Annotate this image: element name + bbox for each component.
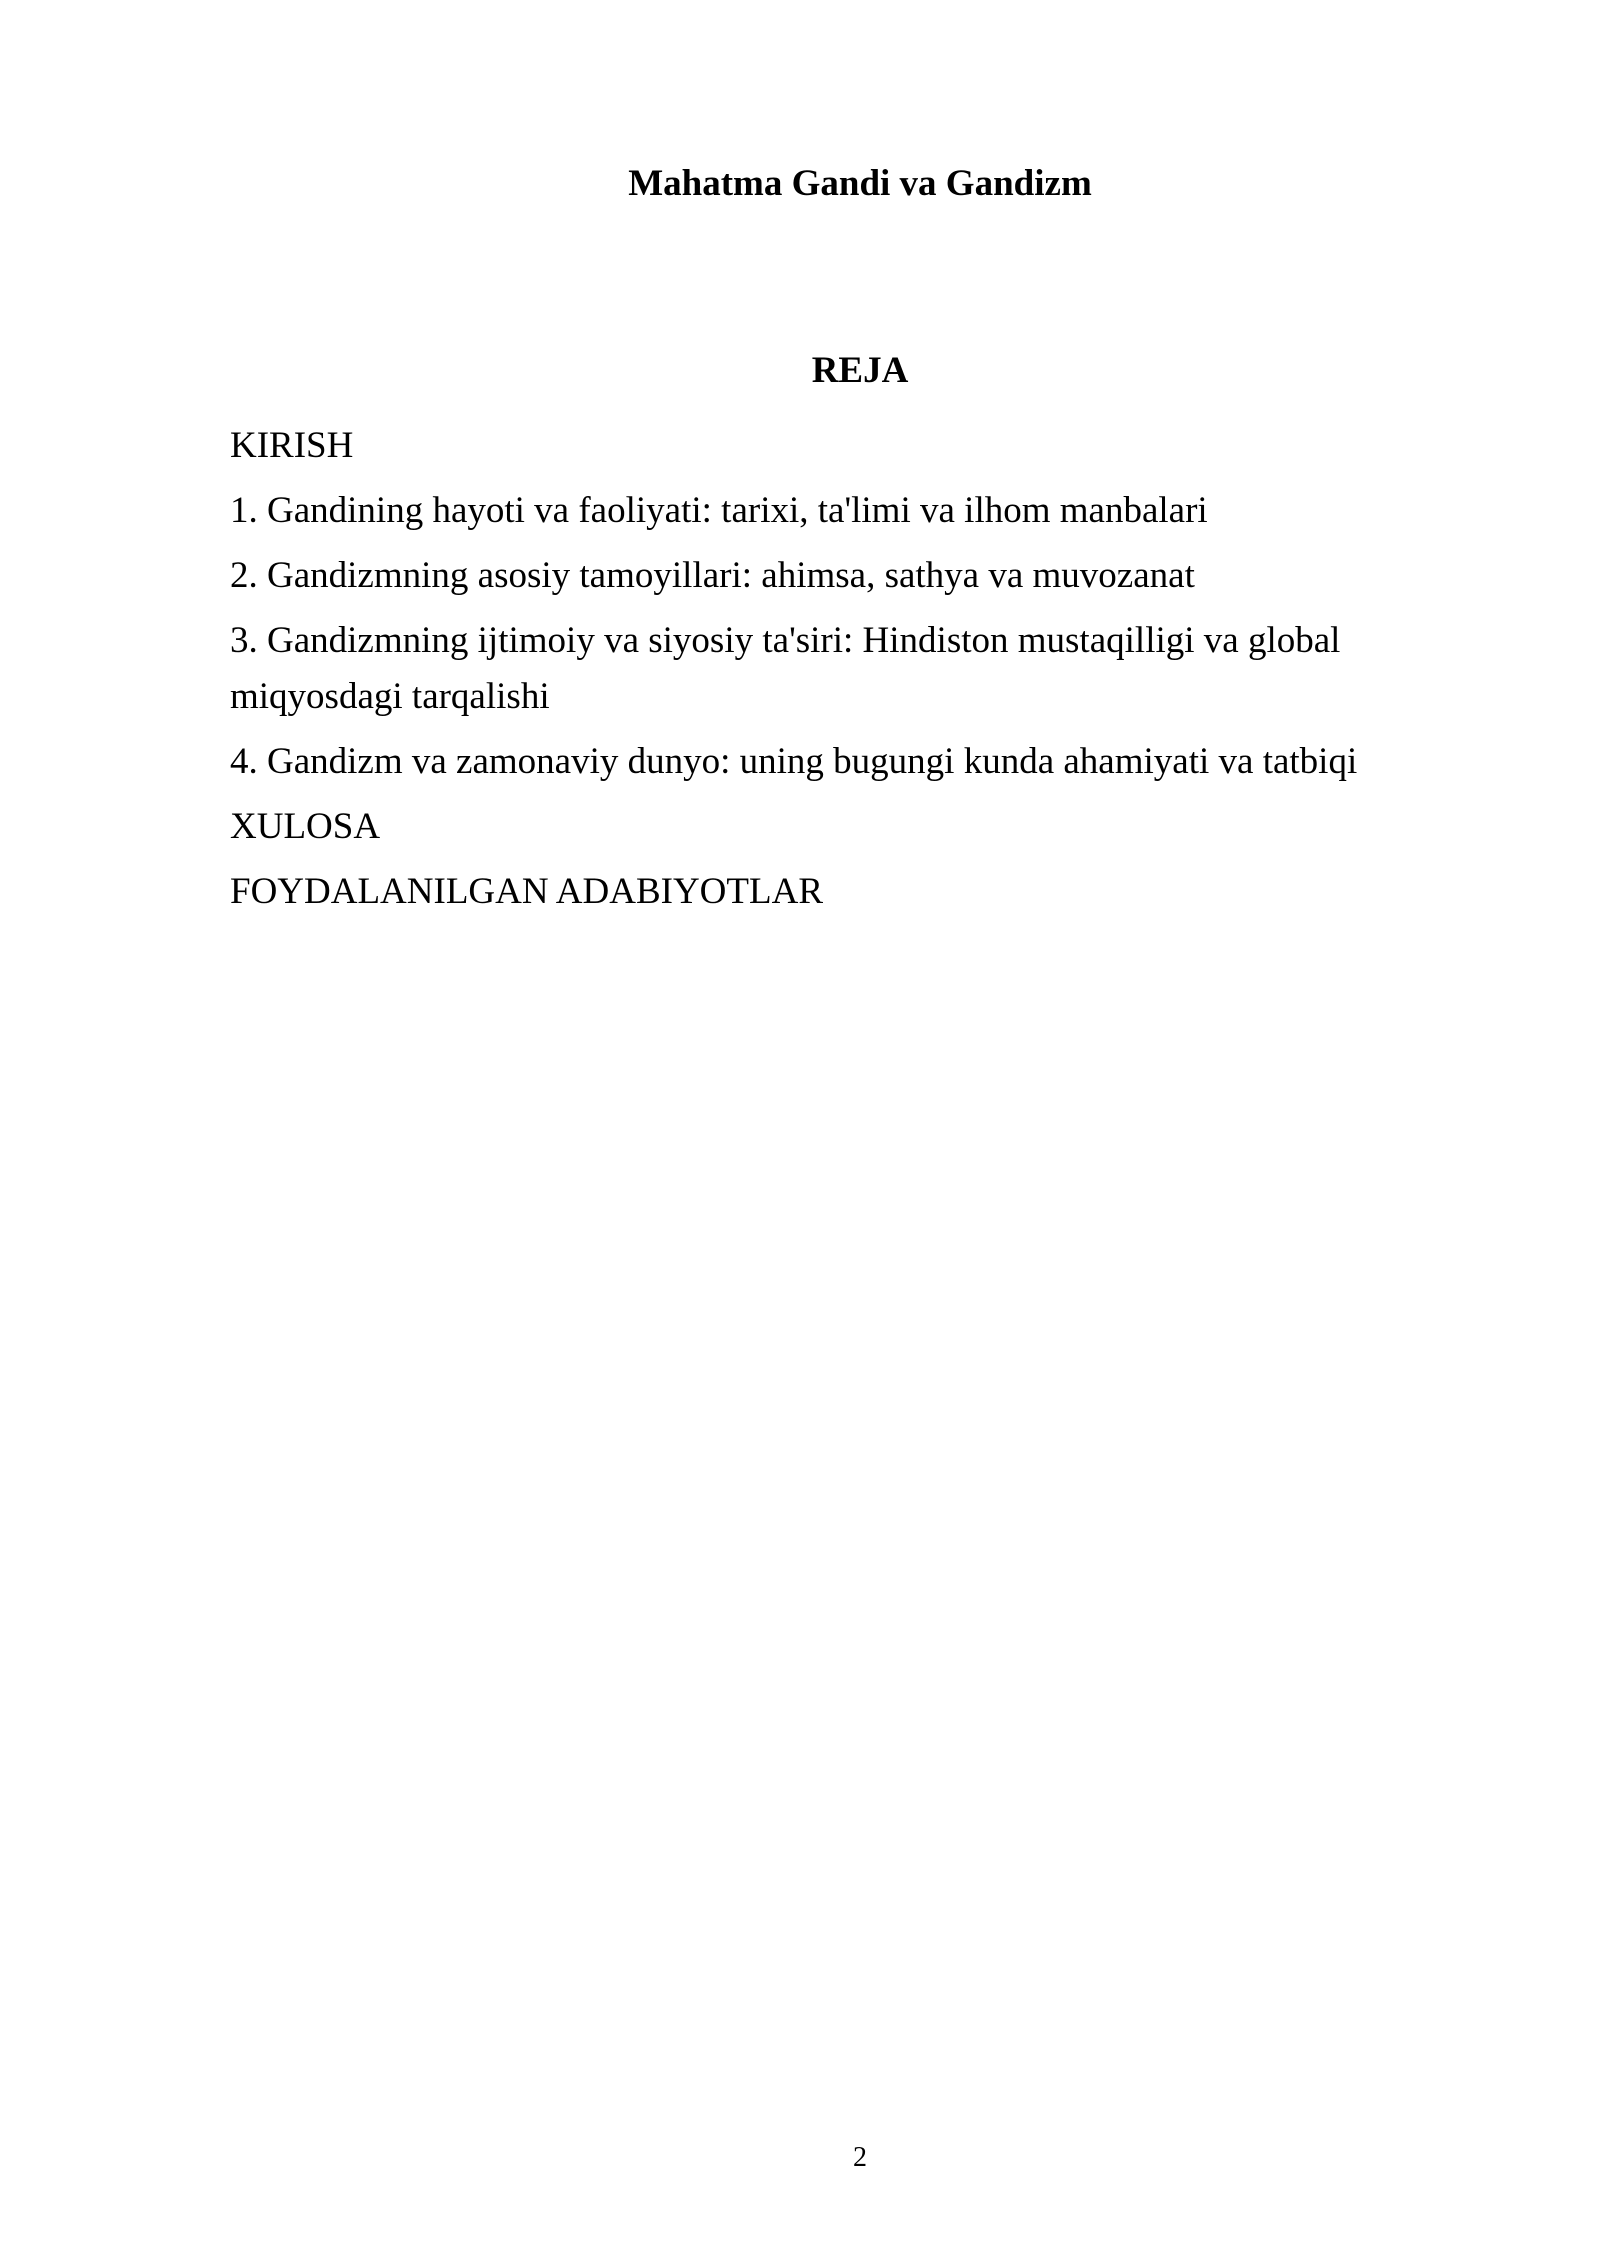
plan-item-introduction: KIRISH bbox=[230, 425, 354, 466]
plan-list bbox=[230, 418, 1410, 929]
plan-item-1: 1. Gandining hayoti va faoliyati: tarixi, ta'limi va ilhom manbalari bbox=[230, 490, 1208, 531]
plan-heading: REJA bbox=[811, 350, 909, 391]
plan-item-3: 3. Gandizmning ijtimoiy va siyosiy ta'siri: Hindiston mustaqilligi va global miqyosdagi tarqalishi bbox=[230, 620, 1341, 717]
plan-item-conclusion: XULOSA bbox=[230, 806, 381, 847]
page-number: 2 bbox=[853, 2142, 867, 2173]
document-title: Mahatma Gandi va Gandizm bbox=[628, 163, 1092, 204]
plan-item-4: 4. Gandizm va zamonaviy dunyo: uning bugungi kunda ahamiyati va tatbiqi bbox=[230, 741, 1358, 782]
plan-item-2: 2. Gandizmning asosiy tamoyillari: ahimsa, sathya va muvozanat bbox=[230, 555, 1195, 596]
plan-item-references: FOYDALANILGAN ADABIYOTLAR bbox=[230, 871, 823, 912]
